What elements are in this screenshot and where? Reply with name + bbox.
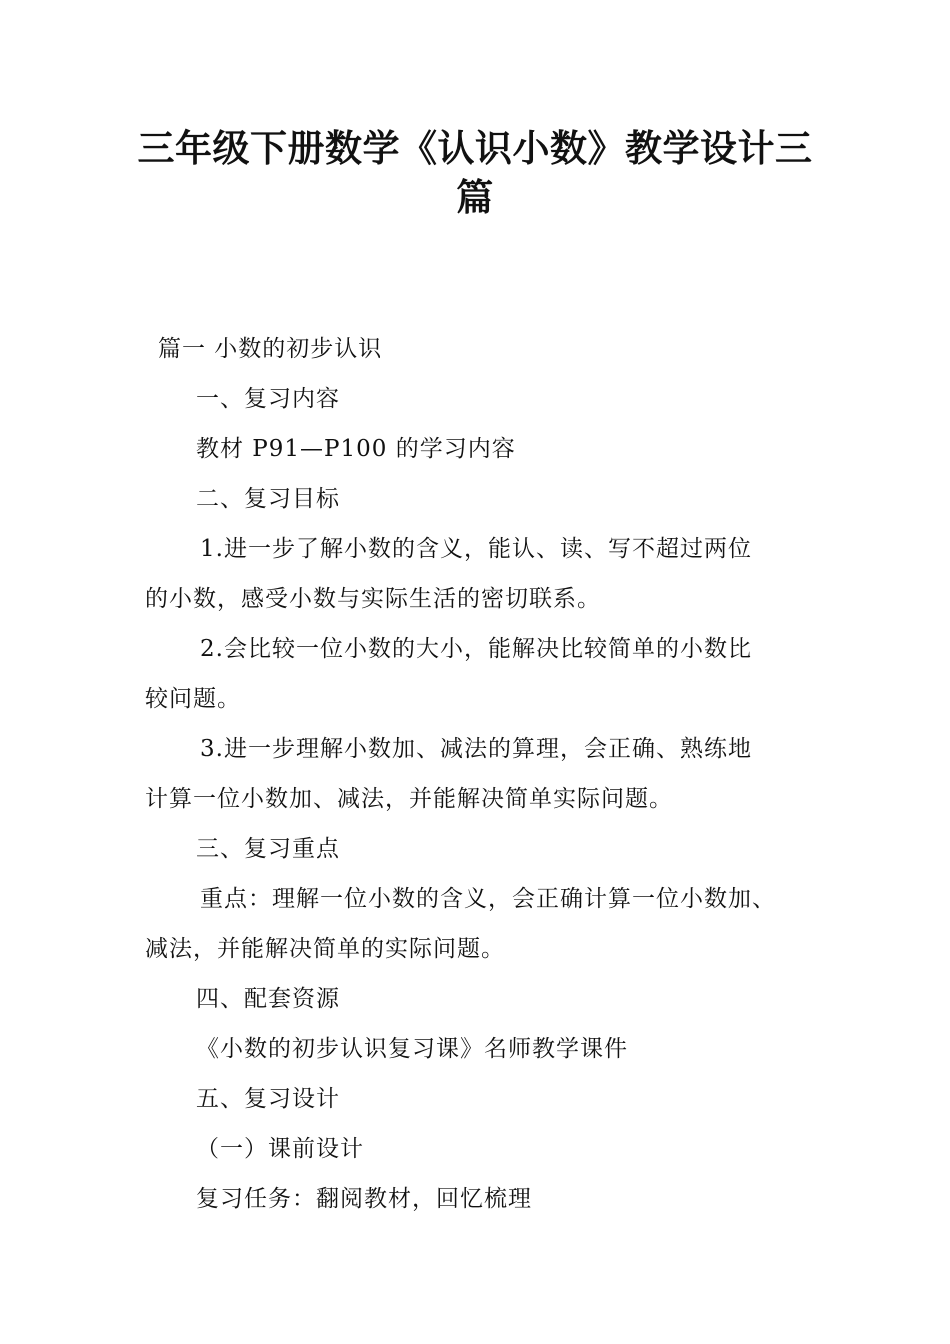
paragraph-line: 减法，并能解决简单的实际问题。: [145, 936, 505, 962]
document-title: [100, 124, 850, 222]
subheading: （一）课前设计: [196, 1136, 364, 1162]
subheading: 三、复习重点: [196, 836, 340, 862]
title-line-1: 三年级下册数学《认识小数》教学设计三: [137, 127, 813, 170]
paragraph-line: 重点：理解一位小数的含义，会正确计算一位小数加、: [200, 886, 776, 912]
paragraph-line: 1.进一步了解小数的含义，能认、读、写不超过两位: [200, 536, 752, 562]
paragraph-line: 复习任务：翻阅教材，回忆梳理: [196, 1186, 532, 1212]
paragraph-line: 教材 P91—P100 的学习内容: [196, 436, 516, 462]
paragraph-line: 的小数，感受小数与实际生活的密切联系。: [145, 586, 601, 612]
subheading: 二、复习目标: [196, 486, 340, 512]
paragraph-line: 较问题。: [145, 686, 241, 712]
paragraph-line: 3.进一步理解小数加、减法的算理，会正确、熟练地: [200, 736, 752, 762]
subheading: 一、复习内容: [196, 386, 340, 412]
subheading: 四、配套资源: [196, 986, 340, 1012]
paragraph-line: 《小数的初步认识复习课》名师教学课件: [196, 1036, 628, 1062]
title-line-2: 篇: [456, 176, 494, 219]
subheading: 五、复习设计: [196, 1086, 340, 1112]
paragraph-line: 2.会比较一位小数的大小，能解决比较简单的小数比: [200, 636, 752, 662]
section-heading: 篇一 小数的初步认识: [158, 336, 383, 362]
paragraph-line: 计算一位小数加、减法，并能解决简单实际问题。: [145, 786, 673, 812]
